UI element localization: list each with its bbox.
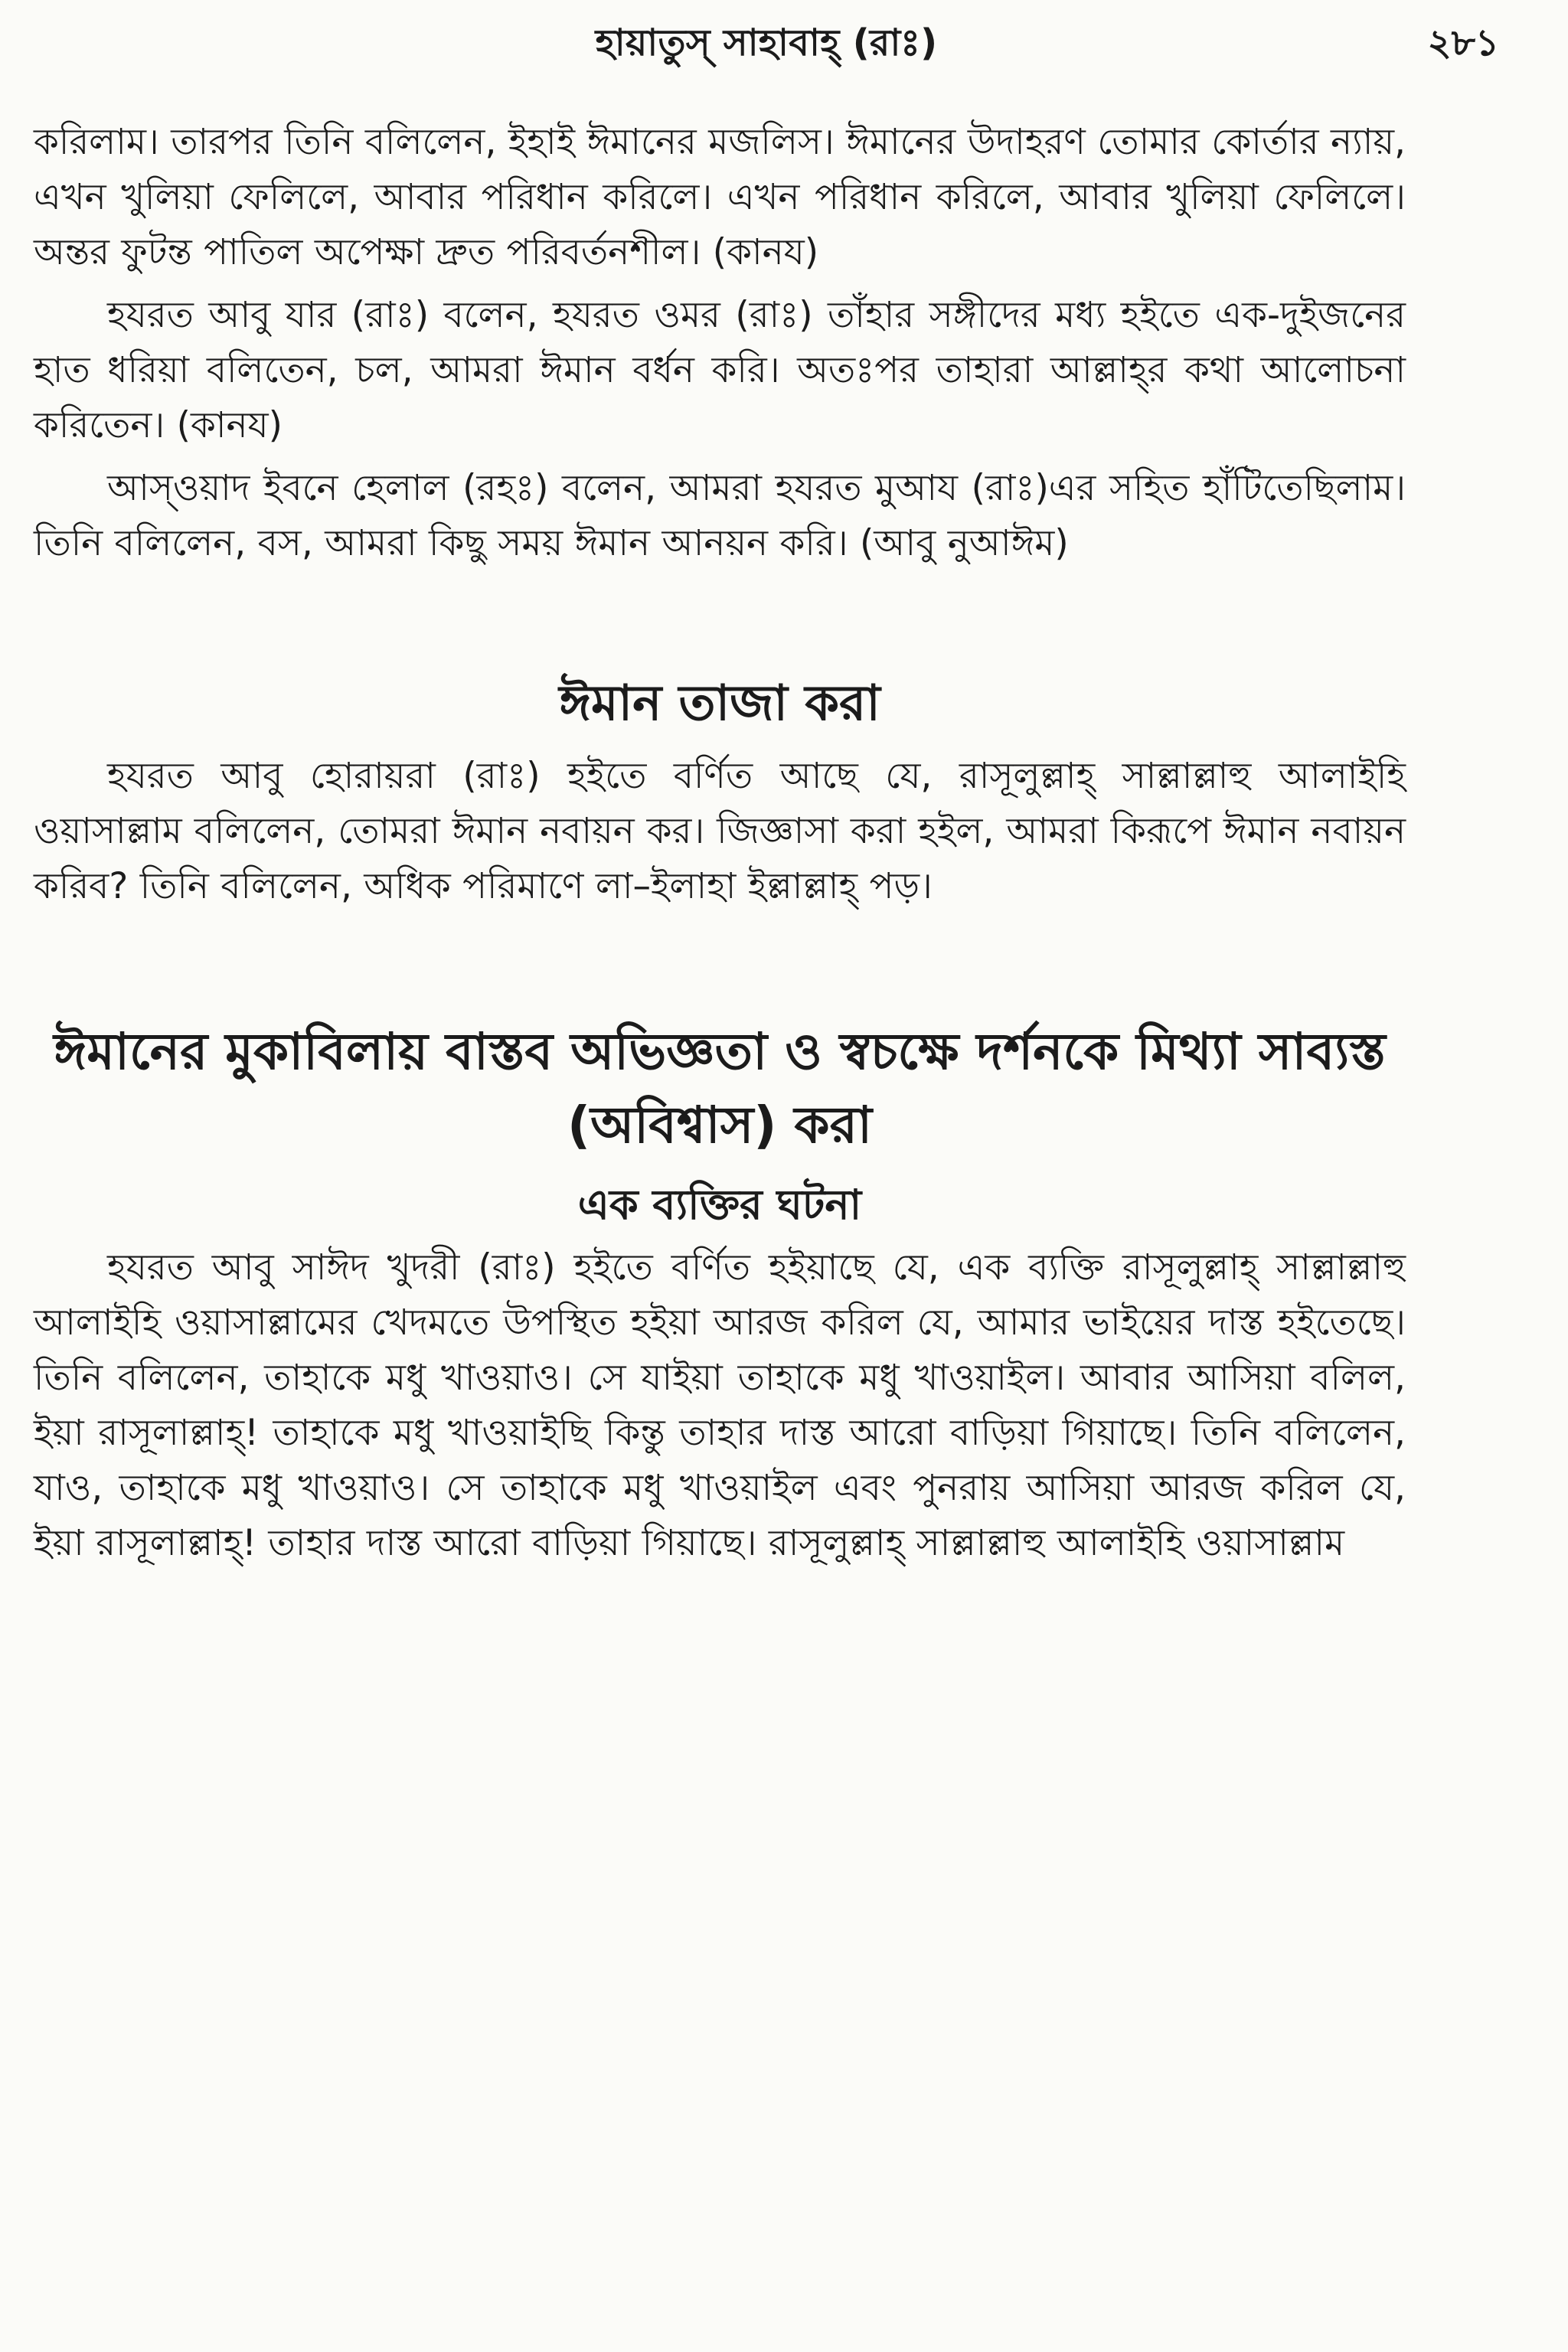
- page-number: ২৮১: [1427, 21, 1499, 64]
- opening-paragraph: করিলাম। তারপর তিনি বলিলেন, ইহাই ঈমানের মজলিস। ঈমানের উদাহরণ তোমার কোর্তার ন্যায়, এখন খুলিয়া ফেলিলে, আবার পরিধান করিলে। এখন পরিধান করিলে, আবার খুলিয়া ফেলিলে। অন্তর ফুটন্ত পাতিল অপেক্ষা দ্রুত পরিবর্তনশীল। (কানয): [34, 121, 1406, 273]
- section-subheading-one-person: এক ব্যক্তির ঘটনা: [577, 1181, 862, 1229]
- section-heading-disbelief: ঈমানের মুকাবিলায় বাস্তব অভিজ্ঞতা ও স্বচক্ষে দর্শনকে মিথ্যা সাব্যস্ত (অবিশ্বাস) করা: [54, 1022, 1386, 1155]
- aswad-paragraph: আস্‌ওয়াদ ইবনে হেলাল (রহঃ) বলেন, আমরা হযরত মুআয (রাঃ)এর সহিত হাঁটিতেছিলাম। তিনি বলিলেন, বস, আমরা কিছু সময় ঈমান আনয়ন করি। (আবু নুআঈম): [34, 467, 1406, 564]
- abu-dhar-paragraph: হযরত আবু যার (রাঃ) বলেন, হযরত ওমর (রাঃ) তাঁহার সঙ্গীদের মধ্য হইতে এক-দুইজনের হাত ধরিয়া বলিতেন, চল, আমরা ঈমান বর্ধন করি। অতঃপর তাহারা আল্লাহ্‌র কথা আলোচনা করিতেন। (কানয): [34, 294, 1406, 446]
- book-title: হায়াতুস্ সাহাবাহ্ (রাঃ): [595, 21, 938, 64]
- section-heading-refresh-iman: ঈমান তাজা করা: [559, 675, 880, 732]
- refresh-iman-paragraph: হযরত আবু হোরায়রা (রাঃ) হইতে বর্ণিত আছে যে, রাসূলুল্লাহ্ সাল্লাল্লাহু আলাইহি ওয়াসাল্লাম বলিলেন, তোমরা ঈমান নবায়ন কর। জিজ্ঞাসা করা হইল, আমরা কিরূপে ঈমান নবায়ন করিব? তিনি বলিলেন, অধিক পরিমাণে লা–ইলাহা ইল্লাল্লাহ্ পড়।: [34, 755, 1406, 907]
- page-content: [34, 115, 1406, 1579]
- honey-hadith-paragraph: হযরত আবু সাঈদ খুদরী (রাঃ) হইতে বর্ণিত হইয়াছে যে, এক ব্যক্তি রাসূলুল্লাহ্ সাল্লাল্লাহু আলাইহি ওয়াসাল্লামের খেদমতে উপস্থিত হইয়া আরজ করিল যে, আমার ভাইয়ের দাস্ত হইতেছে। তিনি বলিলেন, তাহাকে মধু খাওয়াও। সে যাইয়া তাহাকে মধু খাওয়াইল। আবার আসিয়া বলিল, ইয়া রাসূলাল্লাহ্! তাহাকে মধু খাওয়াইছি কিন্তু তাহার দাস্ত আরো বাড়িয়া গিয়াছে। তিনি বলিলেন, যাও, তাহাকে মধু খাওয়াও। সে তাহাকে মধু খাওয়াইল এবং পুনরায় আসিয়া আরজ করিল যে, ইয়া রাসূলাল্লাহ্! তাহার দাস্ত আরো বাড়িয়া গিয়াছে। রাসূলুল্লাহ্ সাল্লাল্লাহু আলাইহি ওয়াসাল্লাম: [34, 1246, 1406, 1564]
- section-spacing: [34, 579, 1406, 588]
- running-header: [34, 14, 1499, 77]
